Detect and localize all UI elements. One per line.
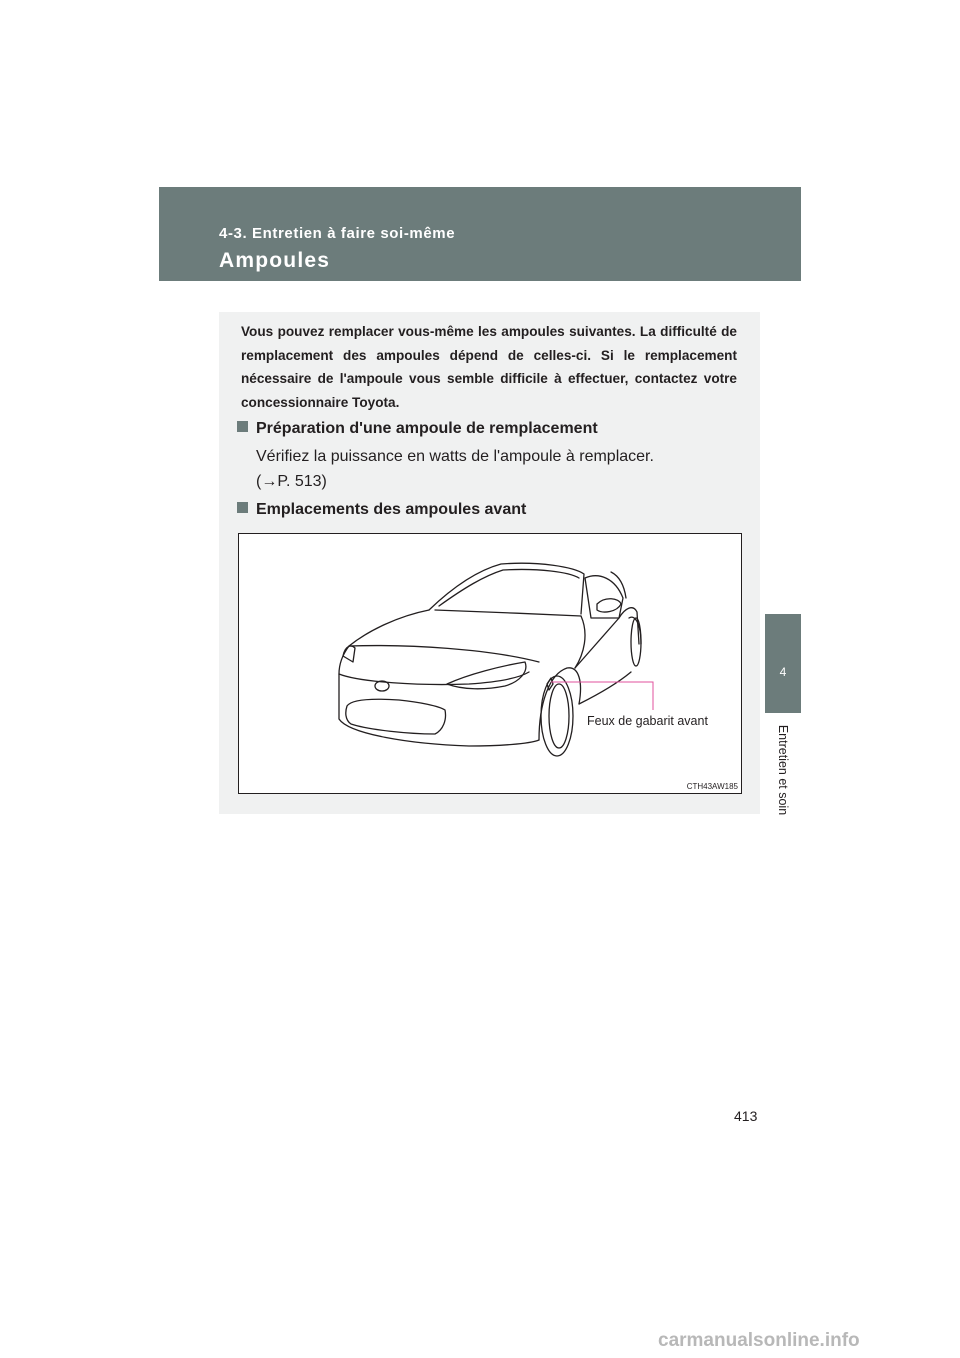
chapter-tab[interactable] [765, 614, 801, 713]
instruction-line: Vérifiez la puissance en watts de l'ampoule à remplacer. [256, 448, 654, 465]
page-number: 413 [734, 1108, 758, 1124]
page-reference-link[interactable]: (→P. 513) [256, 473, 327, 490]
section-heading-locations [237, 501, 526, 519]
chapter-tab-label: Entretien et soin [776, 724, 790, 816]
watermark: carmanualsonline.info [658, 1330, 860, 1351]
chapter-tab-number: 4 [779, 665, 787, 679]
square-bullet-icon [237, 502, 248, 513]
chapter-header [159, 187, 801, 281]
square-bullet-icon [237, 421, 248, 432]
page-title: Ampoules [219, 249, 331, 272]
replacement-instruction [256, 444, 654, 494]
figure-code: CTH43AW185 [686, 782, 738, 791]
section-heading-text: Emplacements des ampoules avant [256, 501, 527, 518]
callout-leader-line [239, 534, 741, 793]
car-illustration [238, 533, 742, 794]
front-side-marker-label: Feux de gabarit avant [587, 714, 708, 728]
section-label: 4-3. Entretien à faire soi-même [219, 225, 456, 242]
section-heading-replacement [237, 420, 598, 438]
section-heading-text: Préparation d'une ampoule de remplacement [256, 420, 598, 437]
content-box [219, 312, 760, 814]
intro-paragraph: Vous pouvez remplacer vous-même les ampoules suivantes. La difficulté de remplacement des ampoules dépend de celles-ci. Si le remplacement nécessaire de l'ampoule vous semble difficile à effectuer, contactez votre concessionnaire Toyota. [241, 324, 737, 410]
